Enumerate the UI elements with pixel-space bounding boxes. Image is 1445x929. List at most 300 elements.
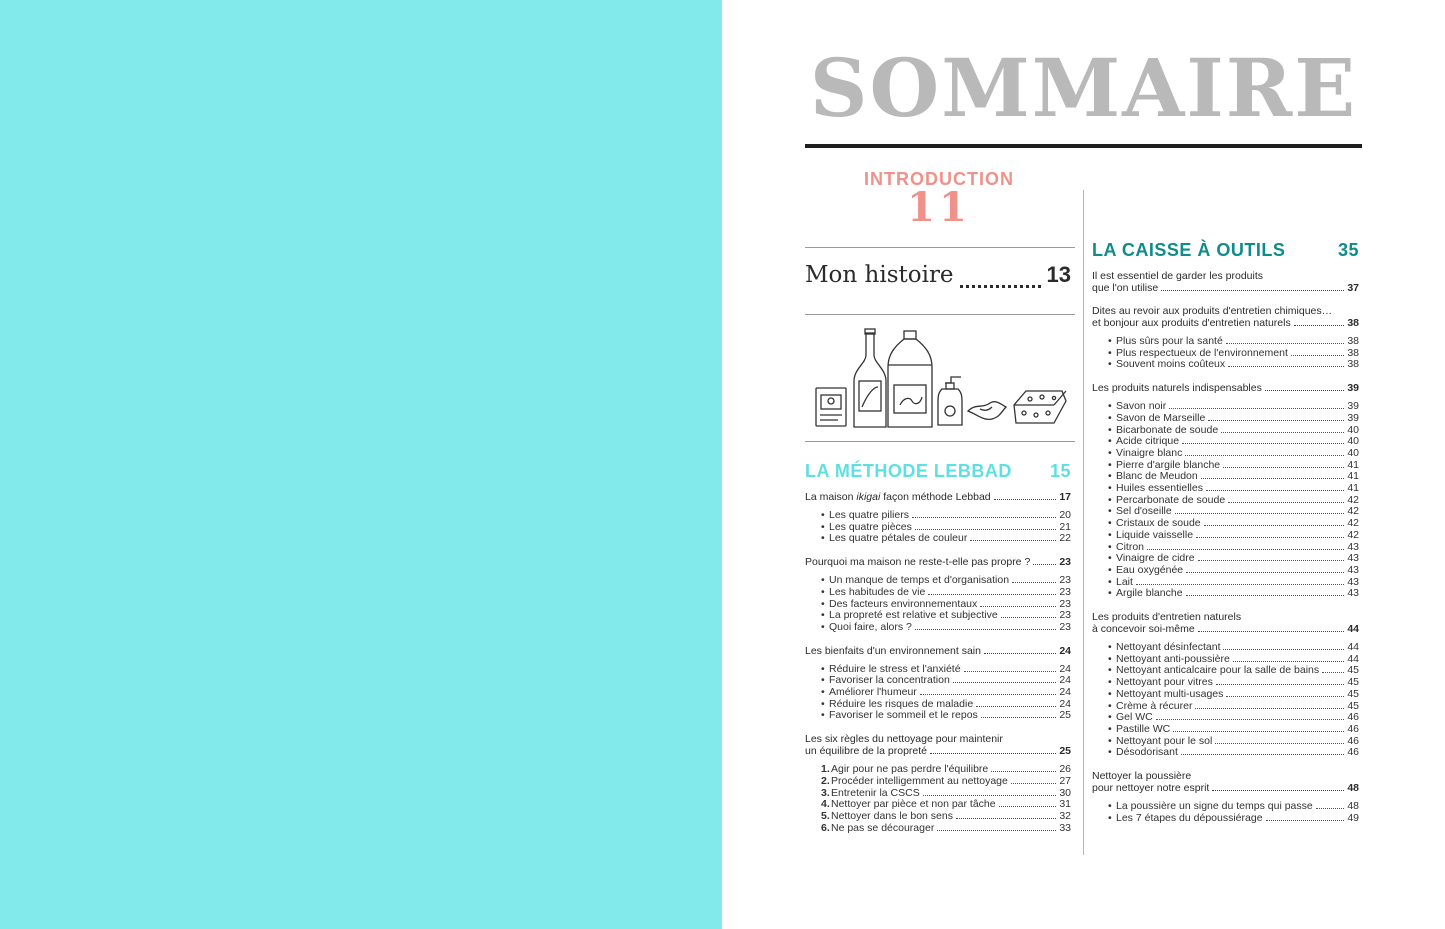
sub-entry[interactable] bbox=[1108, 565, 1359, 577]
sub-entry-page: 45 bbox=[1347, 699, 1359, 712]
sub-entry[interactable] bbox=[1108, 747, 1359, 759]
entry-title: La maison ikigai façon méthode Lebbad bbox=[805, 491, 991, 503]
sub-entry-page: 40 bbox=[1347, 435, 1359, 448]
bullet: • bbox=[1108, 811, 1112, 824]
bullet: • bbox=[1108, 699, 1112, 712]
entry-line bbox=[1092, 317, 1359, 329]
bullet: • bbox=[821, 620, 825, 633]
leader-dots bbox=[1226, 696, 1344, 697]
leader-dots bbox=[970, 540, 1056, 541]
sponge-icon bbox=[1014, 391, 1066, 423]
glass-bottle-icon bbox=[854, 329, 886, 427]
leader-dots bbox=[1221, 432, 1344, 433]
sub-entry[interactable] bbox=[1108, 359, 1359, 371]
sub-entry-title: Quoi faire, alors ? bbox=[829, 620, 912, 633]
plastic-bottle-icon bbox=[888, 331, 932, 427]
leader-dots bbox=[1175, 513, 1345, 514]
sub-entry-title: Plus respectueux de l'environnement bbox=[1116, 346, 1288, 359]
bullet: • bbox=[1108, 722, 1112, 735]
leader-dots bbox=[1266, 820, 1345, 821]
sub-entry-list bbox=[1092, 801, 1359, 824]
leader-dots bbox=[1265, 390, 1344, 391]
sub-entry-title: Nettoyant pour le sol bbox=[1116, 734, 1213, 747]
leader-dots bbox=[1186, 595, 1345, 596]
sub-entry-title: Nettoyer par pièce et non par tâche bbox=[831, 798, 996, 811]
leader-dots bbox=[1169, 408, 1344, 409]
toc-entry-group bbox=[1092, 770, 1359, 824]
sub-entry-title: Souvent moins coûteux bbox=[1116, 358, 1226, 371]
sub-entry-page: 43 bbox=[1347, 575, 1359, 588]
sub-entry[interactable] bbox=[821, 710, 1071, 722]
leader-dots bbox=[980, 606, 1056, 607]
sub-entry-page: 23 bbox=[1059, 620, 1071, 633]
sub-entry-page: 41 bbox=[1347, 482, 1359, 495]
bullet: • bbox=[1108, 411, 1112, 424]
sub-entry-title: Bicarbonate de soude bbox=[1116, 423, 1219, 436]
sub-entry-title: La propreté est relative et subjective bbox=[829, 609, 998, 622]
bullet: • bbox=[1108, 800, 1112, 813]
leader-dots bbox=[923, 795, 1057, 796]
sub-entry-title: Eau oxygénée bbox=[1116, 563, 1184, 576]
sub-entry-page: 23 bbox=[1059, 609, 1071, 622]
sub-entry-page: 33 bbox=[1059, 821, 1071, 834]
sub-entry-title: Les 7 étapes du dépoussiérage bbox=[1116, 811, 1263, 824]
bullet: • bbox=[821, 674, 825, 687]
entry-line bbox=[805, 491, 1071, 503]
sub-entry[interactable] bbox=[821, 533, 1071, 545]
sub-entry-title: Nettoyant multi-usages bbox=[1116, 687, 1224, 700]
section-page: 35 bbox=[1337, 240, 1359, 260]
list-number: 6. bbox=[821, 821, 830, 834]
sub-entry-title: Savon noir bbox=[1116, 400, 1167, 413]
sub-entry-list bbox=[805, 575, 1071, 634]
entry-page: 48 bbox=[1347, 782, 1359, 795]
sub-entry-page: 30 bbox=[1059, 786, 1071, 799]
sub-entry-page: 42 bbox=[1347, 528, 1359, 541]
sub-entry-page: 39 bbox=[1347, 411, 1359, 424]
bullet: • bbox=[821, 597, 825, 610]
sub-entry-page: 43 bbox=[1347, 552, 1359, 565]
page-title: SOMMAIRE bbox=[809, 41, 1358, 135]
sub-entry-page: 46 bbox=[1347, 722, 1359, 735]
entry-title: pour nettoyer notre esprit bbox=[1092, 782, 1210, 795]
sub-entry[interactable] bbox=[1108, 483, 1359, 495]
leader-dots bbox=[1136, 584, 1344, 585]
cleaning-products-illustration bbox=[808, 325, 1072, 435]
sub-entry-title: Les habitudes de vie bbox=[829, 585, 926, 598]
leader-dots bbox=[1181, 754, 1344, 755]
bullet: • bbox=[1108, 335, 1112, 347]
title-rule bbox=[805, 144, 1362, 148]
sub-entry[interactable] bbox=[1108, 724, 1359, 736]
leader-dots bbox=[1011, 783, 1056, 784]
bullet: • bbox=[1108, 446, 1112, 459]
sub-entry-title: Les quatre piliers bbox=[829, 509, 909, 521]
sub-entry-title: Savon de Marseille bbox=[1116, 411, 1206, 424]
sub-entry-page: 26 bbox=[1059, 763, 1071, 776]
sub-entry[interactable] bbox=[821, 811, 1071, 823]
leader-dots bbox=[1233, 661, 1344, 662]
leader-dots bbox=[1228, 502, 1344, 503]
column-divider bbox=[1083, 190, 1084, 855]
sub-entry-title: Citron bbox=[1116, 540, 1145, 553]
entry-line bbox=[1092, 305, 1359, 317]
leader-dots bbox=[1294, 325, 1345, 326]
sub-entry-page: 43 bbox=[1347, 540, 1359, 553]
sub-entry-page: 22 bbox=[1059, 532, 1071, 545]
leader-dots bbox=[999, 806, 1057, 807]
sub-entry-page: 43 bbox=[1347, 563, 1359, 576]
leader-dots bbox=[964, 671, 1057, 672]
bullet: • bbox=[1108, 563, 1112, 576]
bullet: • bbox=[821, 520, 825, 533]
sub-entry-page: 31 bbox=[1059, 798, 1071, 811]
sub-entry-page: 40 bbox=[1347, 423, 1359, 436]
sub-entry-title: Entretenir la CSCS bbox=[831, 786, 920, 799]
bullet: • bbox=[1108, 528, 1112, 541]
bullet: • bbox=[1108, 505, 1112, 518]
sub-entry[interactable] bbox=[1108, 530, 1359, 542]
sub-entry-list bbox=[1092, 642, 1359, 759]
divider bbox=[805, 441, 1075, 442]
sub-entry-page: 20 bbox=[1059, 509, 1071, 521]
leader-dots bbox=[953, 682, 1057, 683]
divider bbox=[805, 247, 1075, 248]
bullet: • bbox=[1108, 652, 1112, 665]
sub-entry[interactable] bbox=[1108, 448, 1359, 460]
sub-entry[interactable] bbox=[1108, 642, 1359, 654]
leader-dots bbox=[1198, 560, 1345, 561]
bullet: • bbox=[1108, 400, 1112, 413]
sub-entry-title: Un manque de temps et d'organisation bbox=[829, 574, 1010, 587]
sub-entry[interactable] bbox=[1108, 689, 1359, 701]
sub-entry-page: 38 bbox=[1347, 335, 1359, 347]
sub-entry-page: 23 bbox=[1059, 597, 1071, 610]
sub-entry-title: Améliorer l'humeur bbox=[829, 686, 917, 699]
sub-entry-title: Sel d'oseille bbox=[1116, 505, 1172, 518]
entry-line bbox=[1092, 270, 1359, 282]
bullet: • bbox=[1108, 734, 1112, 747]
entry-line bbox=[805, 645, 1071, 657]
leader-dots bbox=[1316, 808, 1345, 809]
leader-dots bbox=[920, 694, 1057, 695]
bullet: • bbox=[821, 585, 825, 598]
sub-entry-title: Cristaux de soude bbox=[1116, 517, 1201, 530]
bullet: • bbox=[1108, 540, 1112, 553]
sub-entry-page: 41 bbox=[1347, 470, 1359, 483]
toc-entry-group bbox=[805, 733, 1071, 834]
sub-entry-list bbox=[805, 664, 1071, 723]
sub-entry-page: 46 bbox=[1347, 746, 1359, 759]
sub-entry[interactable] bbox=[821, 776, 1071, 788]
sub-entry[interactable] bbox=[821, 823, 1071, 835]
sub-entry-title: Argile blanche bbox=[1116, 587, 1183, 600]
leader-dots bbox=[1182, 443, 1344, 444]
sub-entry-page: 42 bbox=[1347, 517, 1359, 530]
soap-dispenser-icon bbox=[938, 377, 962, 425]
toc-entry[interactable] bbox=[1092, 305, 1359, 329]
toc-entry[interactable] bbox=[805, 733, 1071, 757]
entry-title: Dites au revoir aux produits d'entretien chimiques… bbox=[1092, 305, 1333, 317]
sub-entry[interactable] bbox=[1108, 413, 1359, 425]
list-number: 4. bbox=[821, 798, 830, 811]
section-page: 15 bbox=[1049, 461, 1071, 481]
sub-entry-page: 25 bbox=[1059, 709, 1071, 722]
leader-dots bbox=[991, 771, 1056, 772]
entry-page: 39 bbox=[1347, 382, 1359, 395]
sub-entry-page: 40 bbox=[1347, 446, 1359, 459]
leader-dots bbox=[984, 653, 1056, 654]
bullet: • bbox=[1108, 711, 1112, 724]
leader-dots bbox=[1322, 672, 1344, 673]
entry-line bbox=[805, 556, 1071, 568]
sub-entry-title: Acide citrique bbox=[1116, 435, 1180, 448]
sub-entry-title: Nettoyant anti-poussière bbox=[1116, 652, 1230, 665]
sub-entry[interactable] bbox=[821, 622, 1071, 634]
sub-entry-title: Favoriser le sommeil et le repos bbox=[829, 709, 978, 722]
sub-entry-title: Vinaigre de cidre bbox=[1116, 552, 1195, 565]
entry-page: 24 bbox=[1059, 644, 1071, 657]
toc-entry[interactable] bbox=[1092, 611, 1359, 635]
sub-entry-title: Liquide vaisselle bbox=[1116, 528, 1194, 541]
sub-entry-title: Vinaigre blanc bbox=[1116, 446, 1183, 459]
leader-dots bbox=[1156, 719, 1345, 720]
sub-entry-title: Percarbonate de soude bbox=[1116, 493, 1226, 506]
bullet: • bbox=[821, 532, 825, 545]
entry-title: Les produits naturels indispensables bbox=[1092, 382, 1262, 395]
leader-dots bbox=[1012, 582, 1056, 583]
toc-entry-group bbox=[1092, 611, 1359, 759]
leader-dots bbox=[994, 499, 1057, 500]
leader-dots bbox=[1196, 537, 1344, 538]
sub-entry-page: 41 bbox=[1347, 458, 1359, 471]
sub-entry[interactable] bbox=[1108, 813, 1359, 825]
box-icon bbox=[816, 388, 846, 426]
toc-entry[interactable] bbox=[805, 556, 1071, 568]
leader-dots bbox=[1147, 549, 1344, 550]
leader-dots bbox=[1208, 420, 1344, 421]
bullet: • bbox=[821, 609, 825, 622]
story-entry[interactable] bbox=[805, 262, 1071, 296]
sub-entry-page: 46 bbox=[1347, 734, 1359, 747]
sub-entry-page: 48 bbox=[1347, 800, 1359, 813]
sub-entry-page: 45 bbox=[1347, 676, 1359, 689]
entry-title: Pourquoi ma maison ne reste-t-elle pas propre ? bbox=[805, 556, 1031, 569]
leader-dots bbox=[912, 517, 1056, 518]
section-heading-caisse[interactable] bbox=[1092, 240, 1359, 261]
toc-entry[interactable] bbox=[805, 645, 1071, 657]
bullet: • bbox=[821, 697, 825, 710]
leader-dots bbox=[1216, 684, 1344, 685]
sub-entry-title: Nettoyer dans le bon sens bbox=[831, 809, 953, 822]
leader-dots bbox=[1223, 649, 1344, 650]
toc-entry-group bbox=[1092, 305, 1359, 371]
sub-entry-title: Nettoyant pour vitres bbox=[1116, 676, 1213, 689]
leader-dots bbox=[1204, 525, 1345, 526]
sub-entry[interactable] bbox=[821, 587, 1071, 599]
entry-line bbox=[1092, 382, 1359, 394]
cloth-icon bbox=[968, 402, 1006, 420]
sub-entry-title: Gel WC bbox=[1116, 711, 1153, 724]
toc-entry-group bbox=[805, 556, 1071, 634]
list-number: 2. bbox=[821, 774, 830, 787]
sub-entry-page: 45 bbox=[1347, 687, 1359, 700]
sub-entry[interactable] bbox=[821, 687, 1071, 699]
sub-entry-page: 45 bbox=[1347, 664, 1359, 677]
bullet: • bbox=[1108, 482, 1112, 495]
leader-dots bbox=[1186, 572, 1344, 573]
leader-dots bbox=[915, 529, 1056, 530]
leader-dots bbox=[1033, 564, 1056, 565]
toc-entry-group bbox=[805, 491, 1071, 545]
sub-entry-page: 42 bbox=[1347, 505, 1359, 518]
leader-dots bbox=[1228, 366, 1344, 367]
leader-dots bbox=[1198, 631, 1345, 632]
sub-entry-page: 23 bbox=[1059, 574, 1071, 587]
sub-entry-title: Désodorisant bbox=[1116, 746, 1178, 759]
sub-entry-page: 44 bbox=[1347, 641, 1359, 654]
entry-page: 44 bbox=[1347, 623, 1359, 636]
section-title: LA CAISSE À OUTILS bbox=[1092, 240, 1286, 260]
section-heading-methode[interactable] bbox=[805, 461, 1071, 482]
toc-entry-group bbox=[805, 645, 1071, 723]
sub-entry-title: Réduire les risques de maladie bbox=[829, 697, 974, 710]
bullet: • bbox=[821, 509, 825, 521]
leader-dots bbox=[1173, 731, 1344, 732]
leader-dots bbox=[937, 830, 1056, 831]
list-number: 1. bbox=[821, 763, 830, 776]
sub-entry-title: Plus sûrs pour la santé bbox=[1116, 335, 1223, 347]
bullet: • bbox=[1108, 676, 1112, 689]
sub-entry-title: Ne pas se décourager bbox=[831, 821, 935, 834]
sub-entry-title: Crème à récurer bbox=[1116, 699, 1193, 712]
bullet: • bbox=[1108, 458, 1112, 471]
toc-entry[interactable] bbox=[805, 491, 1071, 503]
leader-dots bbox=[1223, 467, 1344, 468]
entry-title: à concevoir soi-même bbox=[1092, 623, 1195, 636]
bullet: • bbox=[1108, 746, 1112, 759]
entry-title: Les bienfaits d'un environnement sain bbox=[805, 644, 981, 657]
sub-entry-title: Les quatre pétales de couleur bbox=[829, 532, 968, 545]
sub-entry-title: Agir pour ne pas perdre l'équilibre bbox=[831, 763, 989, 776]
bullet: • bbox=[1108, 664, 1112, 677]
bullet: • bbox=[1108, 358, 1112, 371]
sub-entry-title: Pastille WC bbox=[1116, 722, 1171, 735]
entry-page: 37 bbox=[1347, 282, 1359, 294]
sub-entry-list bbox=[1092, 336, 1359, 371]
bullet: • bbox=[1108, 587, 1112, 600]
leader-dots bbox=[1212, 790, 1344, 791]
sub-entry-list bbox=[1092, 401, 1359, 600]
list-number: 3. bbox=[821, 786, 830, 799]
entry-title: et bonjour aux produits d'entretien naturels bbox=[1092, 317, 1291, 329]
sub-entry-page: 46 bbox=[1347, 711, 1359, 724]
entry-line bbox=[1092, 770, 1359, 782]
sub-entry-title: Les quatre pièces bbox=[829, 520, 912, 533]
leader-dots bbox=[960, 285, 1041, 288]
leader-dots bbox=[1185, 455, 1344, 456]
toc-column-left bbox=[805, 491, 1071, 845]
leader-dots bbox=[1291, 355, 1344, 356]
sub-entry[interactable] bbox=[821, 510, 1071, 522]
bullet: • bbox=[821, 709, 825, 722]
sub-entry-title: Nettoyant désinfectant bbox=[1116, 641, 1221, 654]
leader-dots bbox=[981, 717, 1057, 718]
leader-dots bbox=[1215, 743, 1344, 744]
sub-entry-title: Nettoyant anticalcaire pour la salle de bains bbox=[1116, 664, 1320, 677]
bullet: • bbox=[821, 686, 825, 699]
sub-entry[interactable] bbox=[1108, 588, 1359, 600]
introduction-label: INTRODUCTION bbox=[864, 169, 1014, 189]
sub-entry-title: Réduire le stress et l'anxiété bbox=[829, 662, 961, 675]
leader-dots bbox=[956, 818, 1056, 819]
bullet: • bbox=[1108, 517, 1112, 530]
bullet: • bbox=[1108, 346, 1112, 359]
sub-entry-page: 38 bbox=[1347, 346, 1359, 359]
bullet: • bbox=[1108, 575, 1112, 588]
leader-dots bbox=[1161, 290, 1344, 291]
sub-entry-title: Huiles essentielles bbox=[1116, 482, 1203, 495]
introduction-page: 11 bbox=[907, 184, 971, 231]
sub-entry-list bbox=[805, 510, 1071, 545]
cover-panel bbox=[0, 0, 722, 929]
leader-dots bbox=[1206, 490, 1344, 491]
entry-line bbox=[1092, 782, 1359, 794]
leader-dots bbox=[976, 706, 1056, 707]
bullet: • bbox=[1108, 641, 1112, 654]
entry-title: que l'on utilise bbox=[1092, 282, 1159, 294]
sub-entry-page: 24 bbox=[1059, 662, 1071, 675]
bullet: • bbox=[1108, 435, 1112, 448]
bullet: • bbox=[1108, 687, 1112, 700]
sub-entry-title: Procéder intelligemment au nettoyage bbox=[831, 774, 1008, 787]
leader-dots bbox=[1226, 343, 1345, 344]
sub-entry-page: 24 bbox=[1059, 686, 1071, 699]
sub-entry-page: 24 bbox=[1059, 674, 1071, 687]
toc-entry[interactable] bbox=[1092, 770, 1359, 794]
toc-entry-group bbox=[1092, 382, 1359, 600]
sub-entry-page: 27 bbox=[1059, 774, 1071, 787]
sub-entry-title: Lait bbox=[1116, 575, 1133, 588]
toc-entry[interactable] bbox=[1092, 382, 1359, 394]
entry-title: Nettoyer la poussière bbox=[1092, 770, 1192, 783]
sub-entry-list bbox=[805, 764, 1071, 834]
bullet: • bbox=[1108, 493, 1112, 506]
entry-line bbox=[1092, 611, 1359, 623]
leader-dots bbox=[928, 594, 1056, 595]
sub-entry-page: 21 bbox=[1059, 520, 1071, 533]
leader-dots bbox=[1001, 617, 1057, 618]
leader-dots bbox=[930, 753, 1056, 754]
entry-line bbox=[1092, 623, 1359, 635]
sub-entry-page: 23 bbox=[1059, 585, 1071, 598]
section-title: LA MÉTHODE LEBBAD bbox=[805, 461, 1012, 481]
bullet: • bbox=[821, 574, 825, 587]
entry-title-emphasis: ikigai bbox=[856, 491, 881, 503]
toc-entry[interactable] bbox=[1092, 270, 1359, 294]
entry-page: 25 bbox=[1059, 745, 1071, 758]
leader-dots bbox=[1195, 708, 1344, 709]
sub-entry-page: 32 bbox=[1059, 809, 1071, 822]
bullet: • bbox=[1108, 552, 1112, 565]
sub-entry-title: Favoriser la concentration bbox=[829, 674, 950, 687]
sub-entry-title: La poussière un signe du temps qui passe bbox=[1116, 800, 1313, 813]
sub-entry[interactable] bbox=[1108, 336, 1359, 348]
list-number: 5. bbox=[821, 809, 830, 822]
entry-line bbox=[805, 745, 1071, 757]
sub-entry-page: 38 bbox=[1347, 358, 1359, 371]
entry-title: un équilibre de la propreté bbox=[805, 745, 928, 758]
